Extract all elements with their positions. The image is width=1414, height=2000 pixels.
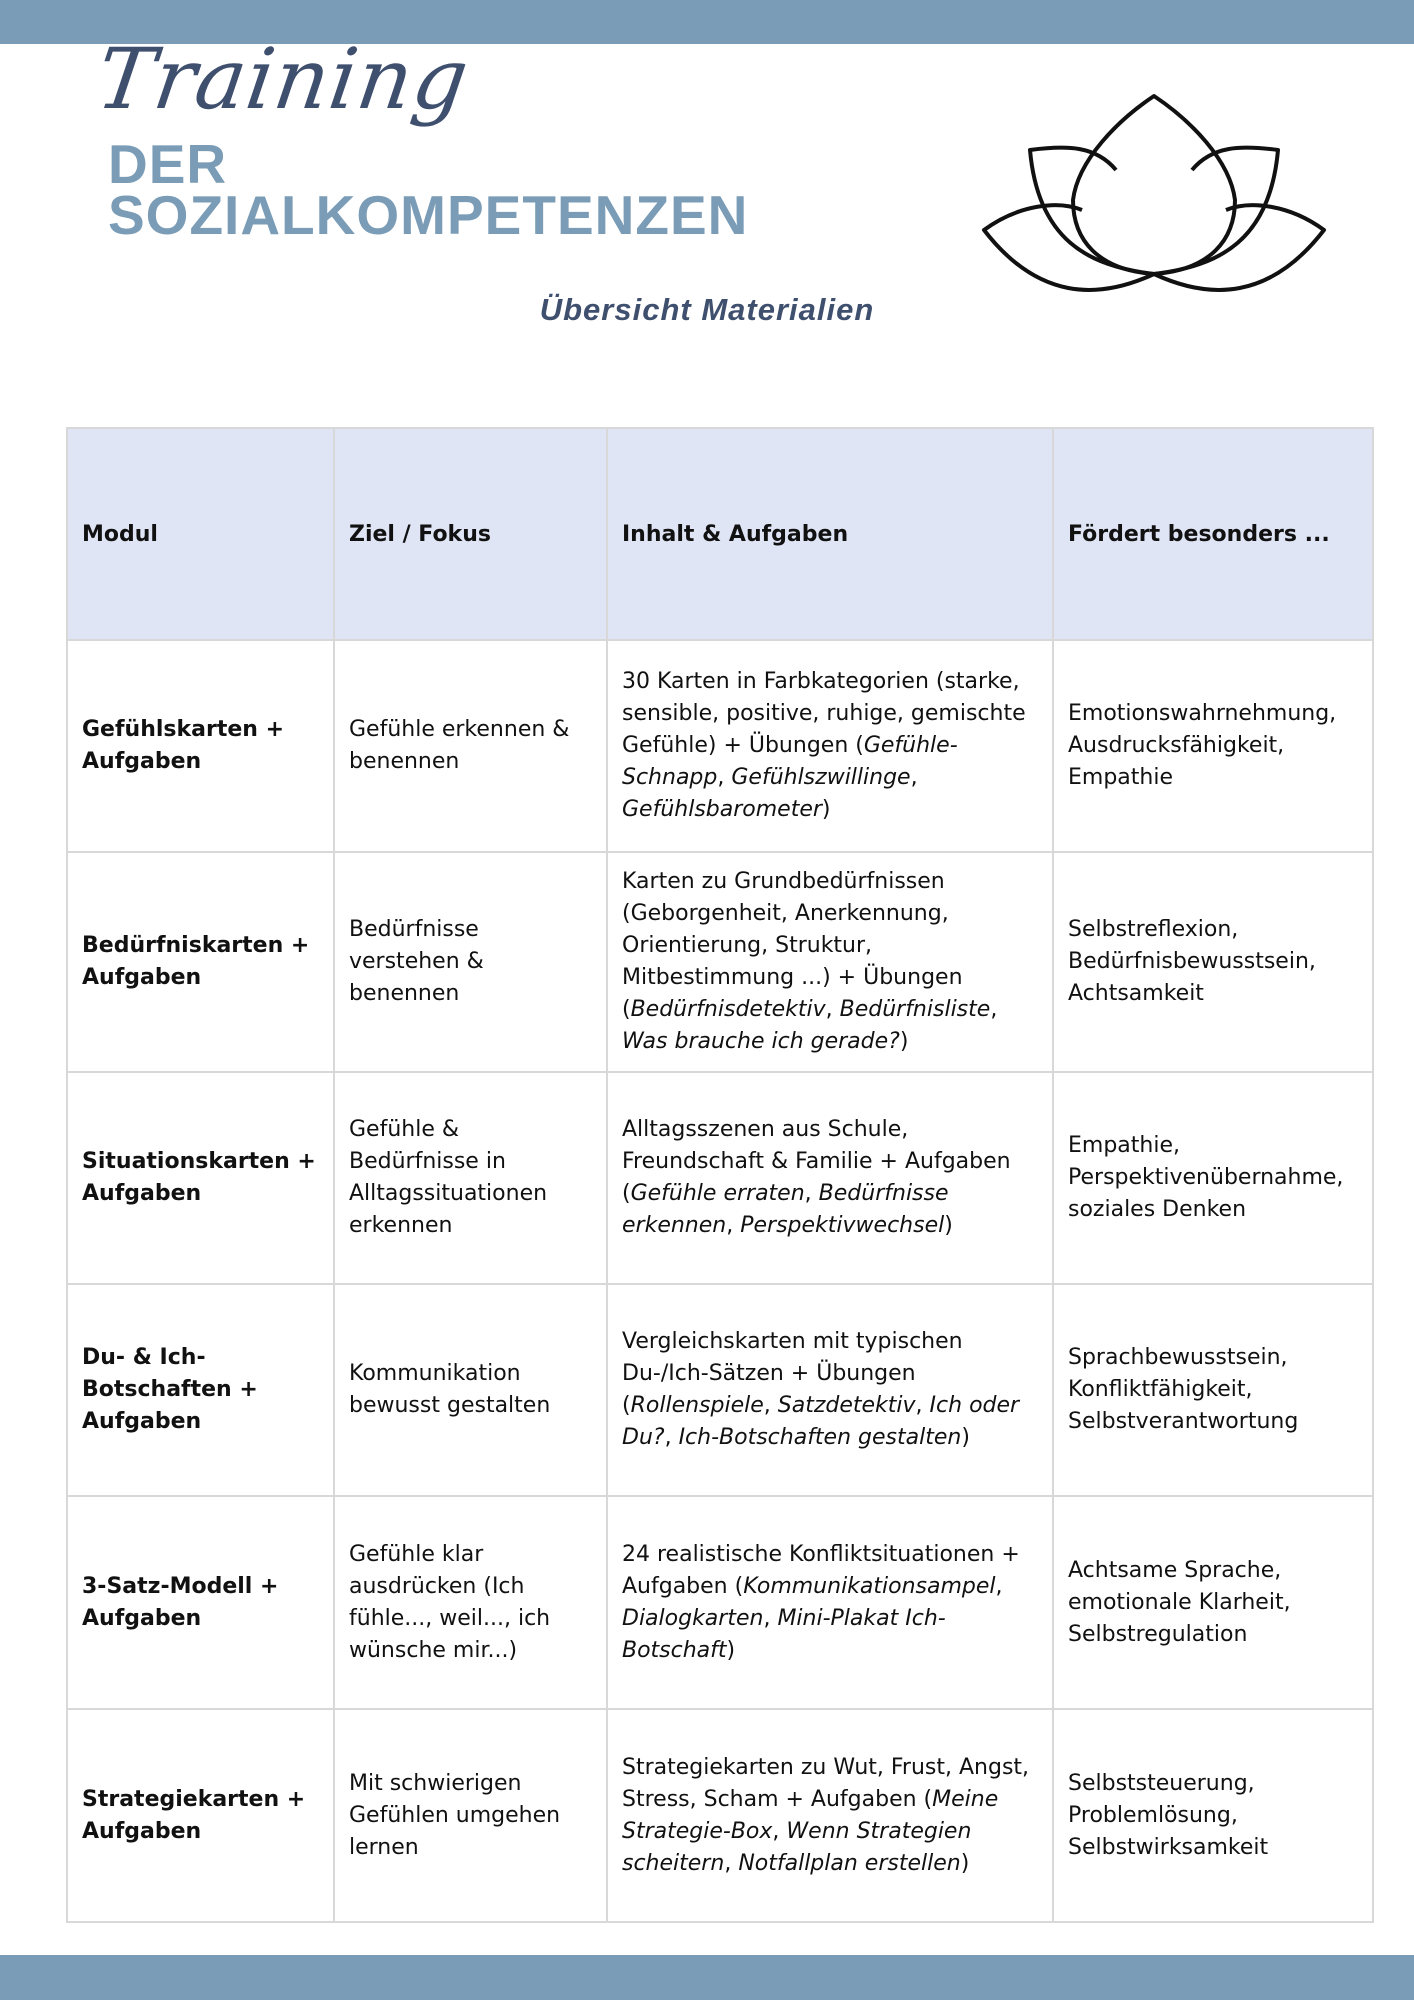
- cell-modul: Strategiekarten + Aufgaben: [67, 1709, 334, 1922]
- cell-modul: Du- & Ich-Botschaften + Aufgaben: [67, 1284, 334, 1496]
- table-row: [67, 1496, 1373, 1709]
- title-line-1: DER: [108, 133, 228, 195]
- exercise-name: Dialogkarten: [622, 1605, 764, 1631]
- exercise-name: Mini-Plakat Ich-Botschaft: [622, 1605, 946, 1663]
- cell-ziel: Bedürfnisse verstehen & benennen: [334, 852, 607, 1072]
- cell-ziel: Kommunikation bewusst gestalten: [334, 1284, 607, 1496]
- cell-ziel: Gefühle erkennen & benennen: [334, 640, 607, 852]
- table-row: [67, 1709, 1373, 1922]
- cell-foerdert: Empathie, Perspektivenübernahme, soziales Denken: [1053, 1072, 1373, 1284]
- cell-ziel: Gefühle klar ausdrücken (Ich fühle..., weil..., ich wünsche mir...): [334, 1496, 607, 1709]
- exercise-name: Bedürfnisdetektiv: [630, 997, 826, 1022]
- table-header-row: [67, 428, 1373, 640]
- inhalt-text: 24 realistische Konfliktsituationen + Aufgaben (: [622, 1541, 1020, 1599]
- inhalt-text: Vergleichskarten mit typischen Du-/Ich-Sätzen + Übungen (: [622, 1329, 963, 1418]
- exercise-name: Satzdetektiv: [777, 1393, 916, 1418]
- exercise-name: Gefühlszwillinge: [731, 765, 911, 790]
- exercise-name: Was brauche ich gerade?: [622, 1029, 900, 1054]
- column-header-modul: Modul: [67, 428, 334, 640]
- exercise-name: Kommunikationsampel: [743, 1573, 996, 1599]
- exercise-name: Gefühlsbarometer: [622, 797, 822, 822]
- lotus-icon: [978, 90, 1328, 300]
- cell-foerdert: Emotionswahrnehmung, Ausdrucksfähigkeit, Empathie: [1053, 640, 1373, 852]
- exercise-name: Notfallplan erstellen: [738, 1850, 961, 1876]
- script-title: Training: [91, 30, 475, 128]
- table-row: [67, 640, 1373, 852]
- subtitle: Übersicht Materialien: [539, 292, 875, 327]
- inhalt-text: 30 Karten in Farbkategorien (starke, sensible, positive, ruhige, gemischte Gefühle) + Übungen (: [622, 669, 1026, 758]
- table-row: [67, 1284, 1373, 1496]
- table-row: [67, 852, 1373, 1072]
- cell-foerdert: Achtsame Sprache, emotionale Klarheit, Selbstregulation: [1053, 1496, 1373, 1709]
- exercise-name: Meine Strategie-Box: [622, 1786, 999, 1844]
- cell-modul: 3-Satz-Modell + Aufgaben: [67, 1496, 334, 1709]
- inhalt-end: ): [944, 1213, 953, 1238]
- exercise-name: Perspektivwechsel: [740, 1213, 945, 1238]
- exercise-name: Wenn Strategien scheitern: [622, 1818, 972, 1876]
- cell-inhalt: Strategiekarten zu Wut, Frust, Angst, Stress, Scham + Aufgaben (Meine Strategie-Box, Wenn Strategien scheitern, Notfallplan erstellen): [607, 1709, 1053, 1922]
- cell-modul: Bedürfniskarten + Aufgaben: [67, 852, 334, 1072]
- bottom-color-band: [0, 1955, 1414, 2000]
- cell-ziel: Mit schwierigen Gefühlen umgehen lernen: [334, 1709, 607, 1922]
- cell-inhalt: Alltagsszenen aus Schule, Freundschaft & Familie + Aufgaben (Gefühle erraten, Bedürfnisse erkennen, Perspektivwechsel): [607, 1072, 1053, 1284]
- exercise-name: Bedürfnisliste: [839, 997, 991, 1022]
- inhalt-text: Karten zu Grundbedürfnissen (Geborgenheit, Anerkennung, Orientierung, Struktur, Mitbestimmung ...) + Übungen (: [622, 869, 963, 1022]
- exercise-name: Rollenspiele: [630, 1393, 764, 1418]
- table-row: [67, 1072, 1373, 1284]
- cell-inhalt: 30 Karten in Farbkategorien (starke, sensible, positive, ruhige, gemischte Gefühle) + Übungen (Gefühle-Schnapp, Gefühlszwillinge, Gefühlsbarometer): [607, 640, 1053, 852]
- cell-inhalt: 24 realistische Konfliktsituationen + Aufgaben (Kommunikationsampel, Dialogkarten, Mini-Plakat Ich-Botschaft): [607, 1496, 1053, 1709]
- inhalt-end: ): [726, 1637, 736, 1663]
- column-header-inhalt: Inhalt & Aufgaben: [607, 428, 1053, 640]
- exercise-name: Gefühle-Schnapp: [622, 733, 958, 790]
- exercise-name: Ich oder Du?: [622, 1393, 1020, 1450]
- cell-modul: Gefühlskarten + Aufgaben: [67, 640, 334, 852]
- cell-foerdert: Selbststeuerung, Problemlösung, Selbstwirksamkeit: [1053, 1709, 1373, 1922]
- cell-inhalt: Karten zu Grundbedürfnissen (Geborgenheit, Anerkennung, Orientierung, Struktur, Mitbestimmung ...) + Übungen (Bedürfnisdetektiv, Bedürfnisliste, Was brauche ich gerade?): [607, 852, 1053, 1072]
- exercise-name: Gefühle erraten: [630, 1181, 805, 1206]
- inhalt-end: ): [899, 1029, 909, 1054]
- inhalt-text: Alltagsszenen aus Schule, Freundschaft & Familie + Aufgaben (: [622, 1117, 1011, 1206]
- title-line-2: SOZIALKOMPETENZEN: [108, 184, 749, 246]
- inhalt-end: ): [960, 1850, 970, 1876]
- cell-foerdert: Selbstreflexion, Bedürfnisbewusstsein, Achtsamkeit: [1053, 852, 1373, 1072]
- inhalt-end: ): [821, 797, 831, 822]
- cell-ziel: Gefühle & Bedürfnisse in Alltagssituationen erkennen: [334, 1072, 607, 1284]
- inhalt-text: Strategiekarten zu Wut, Frust, Angst, Stress, Scham + Aufgaben (: [622, 1754, 1030, 1812]
- exercise-name: Bedürfnisse erkennen: [622, 1181, 949, 1238]
- exercise-name: Ich-Botschaften gestalten: [678, 1425, 962, 1450]
- cell-inhalt: Vergleichskarten mit typischen Du-/Ich-Sätzen + Übungen (Rollenspiele, Satzdetektiv, Ich oder Du?, Ich-Botschaften gestalten): [607, 1284, 1053, 1496]
- inhalt-end: ): [961, 1425, 970, 1450]
- column-header-foerdert: Fördert besonders ...: [1053, 428, 1373, 640]
- cell-modul: Situationskarten + Aufgaben: [67, 1072, 334, 1284]
- column-header-ziel: Ziel / Fokus: [334, 428, 607, 640]
- cell-foerdert: Sprachbewusstsein, Konfliktfähigkeit, Selbstverantwortung: [1053, 1284, 1373, 1496]
- materials-table: [66, 427, 1374, 1923]
